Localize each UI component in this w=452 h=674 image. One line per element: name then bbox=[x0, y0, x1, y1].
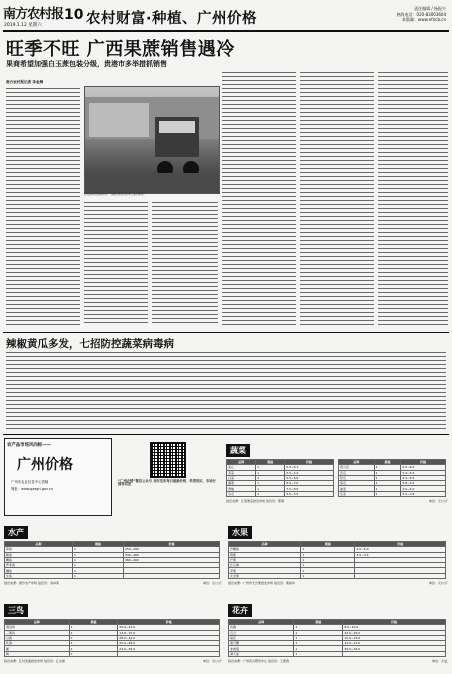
cell: 鳙鱼 bbox=[5, 568, 73, 573]
cell: 1 bbox=[256, 486, 285, 491]
cell: 红心柚 bbox=[229, 563, 301, 568]
qr-code[interactable] bbox=[150, 442, 186, 478]
lead-headline: 旺季不旺 广西果蔗销售遇冷 bbox=[6, 39, 235, 60]
cell: 3.8~3.5 bbox=[401, 481, 446, 486]
cell: 1 bbox=[72, 547, 123, 552]
vegetables-table-right bbox=[338, 459, 446, 497]
cell: 440~460 bbox=[123, 552, 219, 557]
cell: 1 bbox=[72, 563, 123, 568]
table-row bbox=[229, 651, 446, 656]
flowers-source: 信息来源：广州花卉研究中心 信息员：王燕春 bbox=[228, 659, 289, 664]
cell: 西兰花 bbox=[339, 465, 375, 470]
cell: 油麦 bbox=[339, 486, 375, 491]
fr-header-col3: 价格 bbox=[355, 542, 446, 547]
cell: 香蕉 bbox=[229, 552, 301, 557]
page-number: 10 bbox=[64, 7, 84, 23]
fl-header-col2: 规格 bbox=[294, 620, 343, 625]
cell: 1 bbox=[294, 630, 343, 635]
vegetables-block bbox=[226, 438, 448, 503]
cell: 1 bbox=[374, 470, 401, 475]
table-row bbox=[227, 491, 334, 496]
fr-header-col2: 规格 bbox=[301, 542, 355, 547]
cell: 28.0~32.0 bbox=[118, 635, 220, 640]
cell: 5.5~6.0 bbox=[401, 465, 446, 470]
editor-line: 责任编辑 / 杨振兴 bbox=[414, 6, 446, 11]
cell: 火龙果 bbox=[229, 573, 301, 578]
cell: 1 bbox=[374, 491, 401, 496]
aquatic-unit: 单位：元/公斤 bbox=[202, 581, 222, 586]
cell bbox=[118, 651, 220, 656]
cell: 玫瑰 bbox=[229, 625, 294, 630]
cell: 生鱼 bbox=[5, 573, 73, 578]
cell: 1 bbox=[294, 625, 343, 630]
cell: 鸭 bbox=[5, 651, 70, 656]
table-row bbox=[229, 573, 446, 578]
cell: 3.5~4.2 bbox=[285, 470, 334, 475]
cell: 1 bbox=[256, 481, 285, 486]
cell: 三黄鸡 bbox=[5, 630, 70, 635]
cell: 3.0~3.5 bbox=[355, 552, 446, 557]
cell: 1 bbox=[69, 630, 118, 635]
lead-body-column-3 bbox=[152, 202, 218, 326]
poultry-label: 三鸟 bbox=[4, 604, 28, 617]
aq-header-col1: 品种 bbox=[5, 542, 73, 547]
cell: 1 bbox=[256, 491, 285, 496]
aquatic-table bbox=[4, 541, 220, 579]
cell: 1 bbox=[294, 635, 343, 640]
second-headline: 辣椒黄瓜多发，七招防控蔬菜病毒病 bbox=[6, 338, 174, 350]
table-row bbox=[339, 491, 446, 496]
cell: 14.0~15.0 bbox=[118, 630, 220, 635]
cell: 24.0~26.0 bbox=[343, 630, 446, 635]
cell: 1 bbox=[294, 646, 343, 651]
truck-illustration bbox=[85, 87, 219, 193]
cell: 罗非鱼 bbox=[5, 563, 73, 568]
cell: 3.5~3.5 bbox=[285, 491, 334, 496]
fl-header-col3: 价格 bbox=[343, 620, 446, 625]
aquatic-label: 水产 bbox=[4, 526, 28, 539]
cell: 菜心 bbox=[227, 465, 256, 470]
cell: 1 bbox=[301, 547, 355, 552]
cell: 1 bbox=[301, 573, 355, 578]
po-header-col2: 规格 bbox=[69, 620, 118, 625]
cell: 1 bbox=[72, 552, 123, 557]
veg-header-col2: 规格 bbox=[256, 460, 285, 465]
cell: 15.0~16.0 bbox=[343, 635, 446, 640]
lead-body-column-2 bbox=[84, 202, 148, 326]
cell: 苹果 bbox=[229, 568, 301, 573]
fruit-unit: 单位：元/公斤 bbox=[428, 581, 448, 586]
table-row bbox=[5, 651, 220, 656]
cell: 8.0~10.0 bbox=[343, 625, 446, 630]
fl-header-col1: 品种 bbox=[229, 620, 294, 625]
lead-body-column-5 bbox=[300, 72, 374, 326]
cell: 1 bbox=[72, 568, 123, 573]
cell: 5.3~5.5 bbox=[401, 470, 446, 475]
cell: 芥菜 bbox=[227, 470, 256, 475]
hotline-line: 热线电话：020-83003604 bbox=[396, 11, 446, 17]
cell: 丝瓜 bbox=[339, 475, 375, 480]
cell: 鲫鱼 bbox=[5, 557, 73, 562]
cell: 6.0~7.0 bbox=[285, 481, 334, 486]
vegetables-table-left bbox=[226, 459, 334, 497]
cell: 1 bbox=[374, 486, 401, 491]
fruit-table bbox=[228, 541, 446, 579]
cell bbox=[343, 651, 446, 656]
cell: 生菜 bbox=[339, 491, 375, 496]
cell: 白菜 bbox=[227, 475, 256, 480]
cell: 百合 bbox=[229, 630, 294, 635]
cell: 7.5~8.5 bbox=[285, 486, 334, 491]
poultry-table bbox=[4, 619, 220, 657]
market-url: 网址：www.gzagri.gov.cn bbox=[11, 487, 53, 491]
market-promo: “广州农情”微信公众号 及时发布每日最新价格、科普知识、市场行情等信息 bbox=[118, 479, 216, 487]
veg2-header-col1: 品种 bbox=[339, 460, 375, 465]
fruit-label: 水果 bbox=[228, 526, 252, 539]
lead-body-column-1 bbox=[6, 88, 80, 326]
cell: 沙糖桔 bbox=[229, 547, 301, 552]
cell: 1 bbox=[301, 552, 355, 557]
cell: 1 bbox=[294, 651, 343, 656]
vegetables-source: 信息来源：江南果菜批发市场 信息员：郭倩 bbox=[226, 499, 284, 504]
cell: 乳鸽 bbox=[5, 641, 70, 646]
cell: 360~400 bbox=[123, 557, 219, 562]
cell: 24.0~26.0 bbox=[118, 646, 220, 651]
cell: 1 bbox=[374, 465, 401, 470]
flowers-label: 花卉 bbox=[228, 604, 252, 617]
market-org: 广州市农业信息中心供稿 bbox=[11, 480, 49, 484]
veg2-header-col2: 规格 bbox=[374, 460, 401, 465]
vegetables-unit: 单位：元/公斤 bbox=[428, 499, 448, 504]
story-divider bbox=[3, 332, 449, 333]
cell: 1 bbox=[69, 651, 118, 656]
cell: 康乃馨 bbox=[229, 641, 294, 646]
cell: 1 bbox=[301, 568, 355, 573]
cell: 1 bbox=[69, 641, 118, 646]
cell: 鲮鱼 bbox=[5, 552, 73, 557]
table-row bbox=[5, 573, 220, 578]
cell: 非洲菊 bbox=[229, 646, 294, 651]
cell: 清远鸡 bbox=[5, 625, 70, 630]
cell: 1 bbox=[256, 465, 285, 470]
cell: 冬瓜 bbox=[227, 491, 256, 496]
cell: 1 bbox=[256, 470, 285, 475]
cell: 3.5~4.0 bbox=[401, 486, 446, 491]
cell: 25.0~28.0 bbox=[118, 641, 220, 646]
section-title: 农村财富·种植、广州价格 bbox=[86, 11, 258, 27]
cell: 4.5~5.5 bbox=[401, 475, 446, 480]
cell: 1 bbox=[69, 635, 118, 640]
cell: 满天星 bbox=[229, 651, 294, 656]
cell: 3.5~3.8 bbox=[401, 491, 446, 496]
po-header-col1: 品种 bbox=[5, 620, 70, 625]
fruit-block bbox=[228, 520, 448, 585]
cell: 鹅 bbox=[5, 646, 70, 651]
poultry-unit: 单位：元/公斤 bbox=[202, 659, 222, 664]
cell: 1 bbox=[301, 557, 355, 562]
cell: 20.0~22.0 bbox=[118, 625, 220, 630]
cell: 5.5~6.7 bbox=[285, 465, 334, 470]
poultry-source: 信息来源：江村家禽批发市场 信息员：江永豪 bbox=[4, 659, 65, 664]
masthead-info bbox=[397, 6, 446, 23]
market-tagline: 农产品市场风向标—— bbox=[7, 443, 51, 448]
cell: 芒果 bbox=[229, 557, 301, 562]
cell: 250~260 bbox=[123, 547, 219, 552]
veg-header-col3: 价格 bbox=[285, 460, 334, 465]
lead-body-column-6 bbox=[378, 72, 448, 326]
fruit-source: 信息来源：广州市天吉果批发市场 信息员：黄炜华 bbox=[228, 581, 295, 586]
cell: 南瓜 bbox=[339, 481, 375, 486]
cell: 1 bbox=[301, 563, 355, 568]
second-body bbox=[6, 352, 446, 430]
lead-byline: 南方农村报记者 李金梅 bbox=[6, 80, 44, 84]
cell: 4.0~5.0 bbox=[355, 547, 446, 552]
poultry-block bbox=[4, 598, 222, 663]
market-divider bbox=[3, 434, 449, 435]
cell bbox=[355, 573, 446, 578]
cell: 1 bbox=[294, 641, 343, 646]
fr-header-col1: 品种 bbox=[229, 542, 301, 547]
aquatic-source: 信息来源：黄沙水产市场 信息员：刘卓荣 bbox=[4, 581, 59, 586]
cell bbox=[123, 573, 219, 578]
lead-photo bbox=[84, 86, 220, 194]
cell: 草鱼 bbox=[5, 547, 73, 552]
aq-header-col3: 价格 bbox=[123, 542, 219, 547]
market-title: 广州价格 bbox=[17, 457, 73, 473]
cell: 白鸽 bbox=[5, 635, 70, 640]
photo-caption: 在贵港市蔗园采收中，当地农民在运蔗车上装运果蔗。 bbox=[84, 193, 147, 196]
cell: 青椒 bbox=[227, 486, 256, 491]
website-line: 本版邮：www.nfncb.cn bbox=[402, 17, 446, 22]
veg2-header-col3: 价格 bbox=[401, 460, 446, 465]
masthead-logo: 南方农村报 bbox=[3, 7, 64, 22]
cell: 5.5~6.0 bbox=[285, 475, 334, 480]
masthead-rule bbox=[3, 30, 449, 32]
cell: 苦瓜 bbox=[339, 470, 375, 475]
po-header-col3: 价格 bbox=[118, 620, 220, 625]
cell: 12.0~13.0 bbox=[343, 641, 446, 646]
cell: 1 bbox=[72, 557, 123, 562]
lead-body-column-4 bbox=[222, 72, 296, 326]
cell: 1 bbox=[72, 573, 123, 578]
cell: 1 bbox=[374, 475, 401, 480]
aquatic-block bbox=[4, 520, 222, 585]
flowers-unit: 单位：元/扎 bbox=[431, 659, 448, 664]
cell: 番茄 bbox=[227, 481, 256, 486]
vegetables-label: 蔬菜 bbox=[226, 444, 250, 457]
aq-header-col2: 规格 bbox=[72, 542, 123, 547]
flowers-table bbox=[228, 619, 446, 657]
market-header-box bbox=[4, 438, 112, 516]
cell: 1 bbox=[69, 625, 118, 630]
lead-subhead: 果商希望加强白玉蔗包装分级，贵港市多举措抓销售 bbox=[6, 60, 167, 68]
cell: 菊花 bbox=[229, 635, 294, 640]
cell: 25.0~26.0 bbox=[343, 646, 446, 651]
flowers-block bbox=[228, 598, 448, 663]
cell: 1 bbox=[374, 481, 401, 486]
veg-header-col1: 品种 bbox=[227, 460, 256, 465]
cell: 1 bbox=[256, 475, 285, 480]
issue-date: 2019.1.12 星期六 bbox=[4, 23, 42, 28]
cell: 1 bbox=[69, 646, 118, 651]
